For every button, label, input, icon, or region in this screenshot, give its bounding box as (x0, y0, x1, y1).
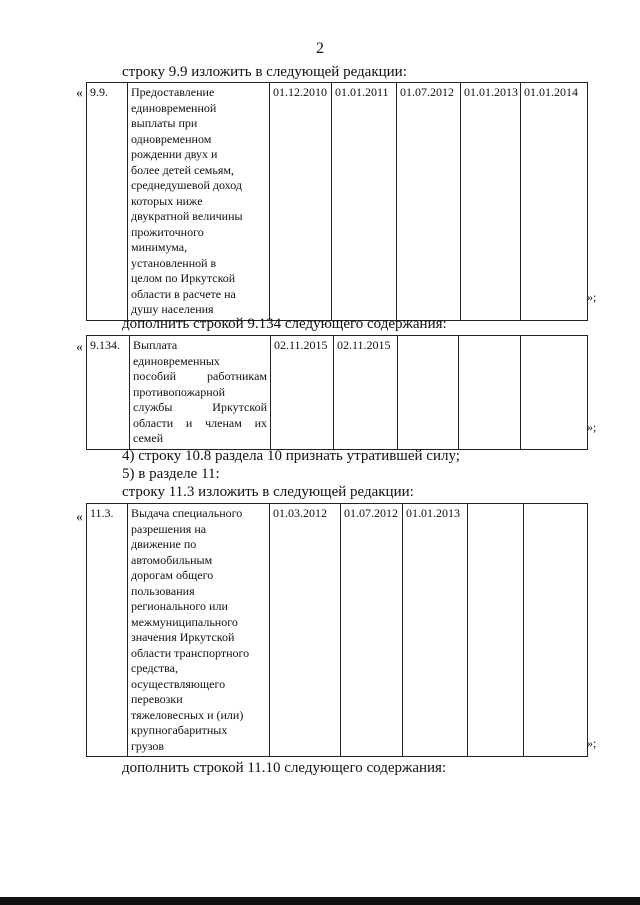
table-row-9-134 (86, 335, 588, 450)
description-line: пользования (131, 583, 195, 598)
scan-bottom-edge (0, 897, 640, 905)
open-quote: « (76, 340, 83, 355)
description-line: автомобильным (131, 552, 213, 567)
description-line: среднедушевой доход (131, 178, 242, 192)
description-line: осуществляющего (131, 676, 226, 691)
description-line: области в расчете на (131, 286, 236, 301)
date-cell (524, 504, 588, 757)
description-line: Выплата (133, 338, 178, 352)
instruction-add-row-11-10: дополнить строкой 11.10 следующего содержания: (122, 760, 447, 776)
table-row-9-9 (86, 82, 588, 321)
instruction-row-11-3: строку 11.3 изложить в следующей редакции: (122, 484, 414, 500)
date-cell: 01.07.2012 (397, 83, 461, 321)
description-line: целом по Иркутской (131, 271, 236, 285)
description-line: рождении двух и (131, 147, 218, 161)
date-cell: 01.01.2011 (332, 83, 397, 321)
instruction-add-row-9-134: дополнить строкой 9.134 следующего содержания: (122, 316, 447, 332)
description-line: значения Иркутской (131, 630, 235, 644)
description-line: установленной в (131, 255, 217, 270)
date-cell: 01.01.2013 (403, 504, 468, 757)
description-line: области и членам их (133, 415, 267, 430)
description-line: пособий работникам (133, 369, 267, 383)
description-line: семей (133, 431, 164, 445)
row-description (128, 83, 270, 321)
page-number: 2 (316, 40, 324, 57)
description-line: службы Иркутской (133, 400, 267, 414)
table-row-11-3 (86, 503, 588, 757)
description-line: разрешения на (131, 521, 207, 536)
date-cell (468, 504, 524, 757)
date-cell: 01.01.2014 (521, 83, 588, 321)
description-line: области транспортного (131, 645, 250, 660)
instruction-row-9-9: строку 9.9 изложить в следующей редакции: (122, 64, 407, 80)
close-quote: »; (587, 736, 597, 750)
instruction-row-10-8: 4) строку 10.8 раздела 10 признать утратившей силу; (122, 448, 460, 464)
description-line: душу населения (131, 302, 214, 316)
description-line: выплаты при (131, 116, 198, 130)
date-cell: 01.03.2012 (270, 504, 341, 757)
description-line: дорогам общего (131, 568, 214, 582)
date-cell: 02.11.2015 (271, 336, 334, 450)
description-line: тяжеловесных и (или) (131, 707, 244, 722)
description-line: средства, (131, 661, 179, 675)
date-cell (398, 336, 459, 450)
description-line: грузов (131, 738, 165, 753)
row-description (128, 504, 270, 757)
description-line: крупногабаритных (131, 723, 228, 737)
open-quote: « (76, 86, 83, 101)
description-line: единовременных (133, 353, 220, 368)
open-quote: « (76, 510, 83, 525)
description-line: межмуниципального (131, 614, 238, 629)
date-cell: 01.12.2010 (270, 83, 332, 321)
description-line: единовременной (131, 100, 217, 115)
description-line: которых ниже (131, 193, 203, 208)
close-quote: »; (587, 290, 597, 304)
description-line: двукратной величины (131, 209, 243, 223)
date-cell (521, 336, 588, 450)
date-cell (459, 336, 521, 450)
description-line: одновременном (131, 131, 212, 146)
row-number: 11.3. (87, 504, 128, 757)
description-line: движение по (131, 537, 197, 551)
date-cell: 02.11.2015 (334, 336, 398, 450)
row-number: 9.134. (87, 336, 130, 450)
description-line: более детей семьям, (131, 162, 234, 177)
date-cell: 01.07.2012 (341, 504, 403, 757)
instruction-section-11: 5) в разделе 11: (122, 466, 220, 482)
date-cell: 01.01.2013 (461, 83, 521, 321)
description-line: противопожарной (133, 384, 226, 399)
row-description (130, 336, 271, 450)
row-number: 9.9. (87, 83, 128, 321)
description-line: перевозки (131, 692, 183, 706)
close-quote: »; (587, 420, 597, 434)
description-line: Предоставление (131, 85, 215, 99)
description-line: регионального или (131, 599, 228, 613)
description-line: Выдача специального (131, 506, 243, 520)
description-line: прожиточного (131, 224, 204, 239)
description-line: минимума, (131, 240, 188, 254)
